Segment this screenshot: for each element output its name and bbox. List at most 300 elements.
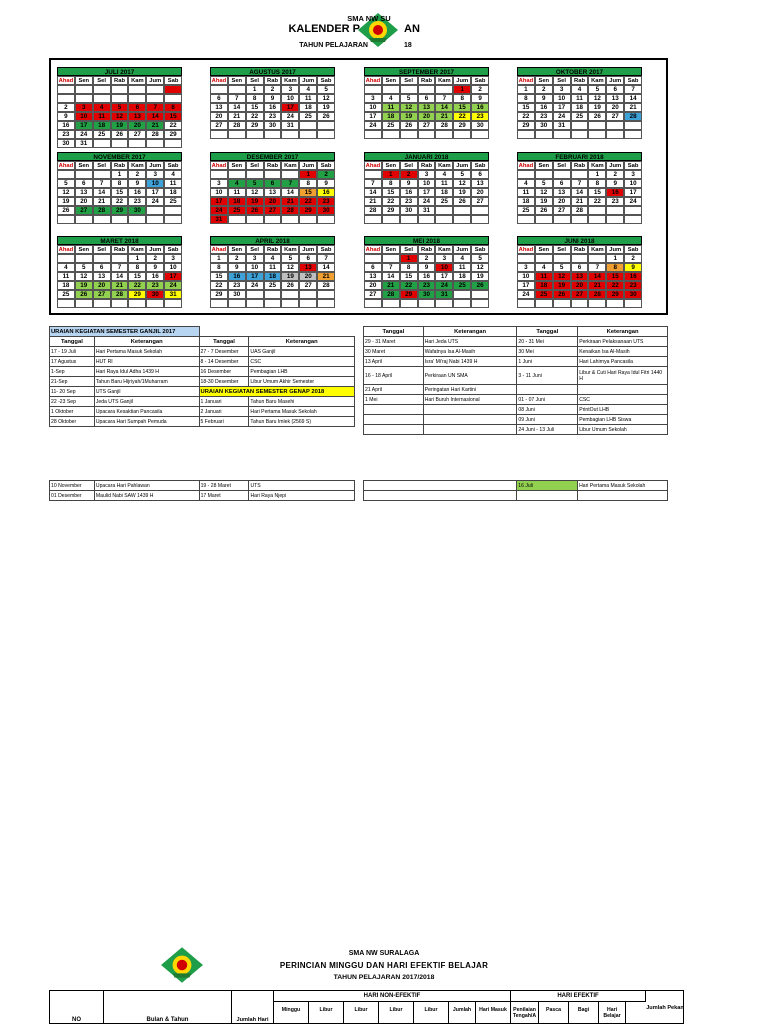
col-non-efektif: HARI NON-EFEKTIF (274, 991, 511, 1002)
table-row (50, 397, 355, 407)
day-cell: 31 (75, 139, 93, 148)
day-cell: 6 (418, 94, 436, 103)
day-cell: 1 (210, 254, 228, 263)
day-cell: 29 (164, 130, 182, 139)
day-cell: 19 (75, 281, 93, 290)
day-cell (418, 130, 436, 139)
day-cell (588, 121, 606, 130)
day-cell (246, 299, 264, 308)
weekday-header (364, 245, 489, 254)
week-row (210, 206, 335, 215)
day-cell: 1 (382, 170, 400, 179)
week-row (210, 112, 335, 121)
day-cell: 10 (418, 179, 436, 188)
week-row (517, 121, 642, 130)
day-cell (57, 85, 75, 94)
table-row (364, 385, 668, 395)
day-cell (535, 130, 553, 139)
table-row (50, 407, 355, 417)
day-cell: 13 (606, 94, 624, 103)
day-cell: 25 (93, 130, 111, 139)
table-row (364, 491, 668, 501)
day-cell: 6 (571, 263, 589, 272)
day-cell: 23 (228, 281, 246, 290)
day-cell: 11 (264, 263, 282, 272)
day-cell: 4 (57, 263, 75, 272)
table-cell: 30 Maret (364, 347, 424, 357)
week-row (210, 290, 335, 299)
day-cell: 11 (435, 179, 453, 188)
day-cell: 20 (75, 197, 93, 206)
day-cell: 22 (606, 281, 624, 290)
rincian-subheader: Hari Belajar (599, 1002, 626, 1024)
day-cell: 3 (246, 254, 264, 263)
day-cell (382, 85, 400, 94)
week-row (57, 281, 182, 290)
day-cell: 19 (553, 281, 571, 290)
table-cell: 22 -23 Sep (50, 397, 95, 407)
weekday-label: Sen (535, 161, 553, 170)
table-cell: Wafatnya Isa Al-Masih (423, 347, 517, 357)
day-cell: 17 (553, 103, 571, 112)
week-row (210, 197, 335, 206)
day-cell: 15 (246, 103, 264, 112)
month-calendar (210, 152, 335, 224)
ganjil-title: URAIAN KEGIATAN SEMESTER GANJIL 2017 (50, 327, 200, 337)
table-row (364, 425, 668, 435)
day-cell (228, 170, 246, 179)
table-cell: Kenaikan Isa Al-Masih (578, 347, 668, 357)
day-cell (210, 299, 228, 308)
extra-right-date: 16 Juli (517, 481, 578, 491)
day-cell: 23 (400, 197, 418, 206)
day-cell: 27 (418, 121, 436, 130)
day-cell (93, 85, 111, 94)
day-cell (228, 215, 246, 224)
weekday-label: Sab (624, 76, 642, 85)
day-cell: 14 (93, 188, 111, 197)
day-cell: 22 (164, 121, 182, 130)
day-cell (471, 215, 489, 224)
day-cell: 24 (246, 281, 264, 290)
day-cell: 13 (364, 272, 382, 281)
day-cell (317, 299, 335, 308)
day-cell: 16 (128, 188, 146, 197)
day-cell (418, 299, 436, 308)
table-cell: Upacara Kesaktian Pancasila (94, 407, 199, 417)
day-cell: 9 (57, 112, 75, 121)
rincian-subheader: Libur (309, 1002, 344, 1024)
day-cell: 16 (57, 121, 75, 130)
day-cell (57, 170, 75, 179)
day-cell: 26 (75, 290, 93, 299)
day-cell: 20 (471, 188, 489, 197)
table-cell: 30 Mei (517, 347, 578, 357)
day-cell: 7 (382, 263, 400, 272)
day-cell: 2 (471, 85, 489, 94)
day-cell: 10 (164, 263, 182, 272)
table-row (364, 415, 668, 425)
weekday-label: Jum (299, 245, 317, 254)
week-row (517, 290, 642, 299)
day-cell (418, 85, 436, 94)
day-cell: 6 (75, 179, 93, 188)
week-row (364, 206, 489, 215)
week-row (364, 103, 489, 112)
month-title: OKTOBER 2017 (517, 67, 642, 76)
weekday-label: Rab (418, 76, 436, 85)
table-cell (423, 415, 517, 425)
day-cell: 28 (588, 290, 606, 299)
day-cell (164, 299, 182, 308)
col-keterangan: Keterangan (423, 327, 517, 337)
day-cell (588, 215, 606, 224)
day-cell: 16 (317, 188, 335, 197)
table-cell: 28 Oktober (50, 417, 95, 427)
table-cell: Pembagian LHB (249, 367, 355, 377)
day-cell: 25 (228, 206, 246, 215)
table-row (50, 387, 355, 397)
day-cell: 17 (210, 197, 228, 206)
day-cell: 21 (624, 103, 642, 112)
day-cell: 8 (606, 263, 624, 272)
weekday-label: Sel (553, 245, 571, 254)
month-calendar (57, 67, 182, 148)
extra-events-table (49, 480, 355, 501)
day-cell: 28 (281, 206, 299, 215)
day-cell: 6 (364, 263, 382, 272)
day-cell: 14 (228, 103, 246, 112)
day-cell: 7 (588, 263, 606, 272)
day-cell: 24 (146, 197, 164, 206)
day-cell: 4 (435, 170, 453, 179)
month-title: NOVEMBER 2017 (57, 152, 182, 161)
day-cell: 17 (364, 112, 382, 121)
week-row (57, 94, 182, 103)
table-cell: 1 Januari (199, 397, 249, 407)
weekday-header (364, 76, 489, 85)
day-cell: 19 (453, 188, 471, 197)
day-cell (128, 94, 146, 103)
day-cell (400, 85, 418, 94)
table-cell: Tahun Baru Masehi (249, 397, 355, 407)
day-cell (210, 170, 228, 179)
day-cell: 6 (553, 179, 571, 188)
day-cell: 7 (228, 94, 246, 103)
school-name: SMA NW SU (347, 14, 391, 23)
week-row (210, 130, 335, 139)
day-cell (75, 170, 93, 179)
day-cell: 10 (364, 103, 382, 112)
day-cell: 8 (400, 263, 418, 272)
day-cell: 6 (471, 170, 489, 179)
day-cell: 22 (246, 112, 264, 121)
day-cell (435, 130, 453, 139)
week-row (364, 112, 489, 121)
weekday-label: Rab (111, 76, 129, 85)
table-cell (364, 405, 424, 415)
day-cell: 12 (246, 188, 264, 197)
day-cell: 4 (382, 94, 400, 103)
weekday-label: Rab (264, 161, 282, 170)
day-cell (571, 170, 589, 179)
weekday-label: Sel (400, 161, 418, 170)
table-row (50, 367, 355, 377)
day-cell: 13 (93, 272, 111, 281)
table-cell: 16 - 18 April (364, 367, 424, 385)
day-cell (471, 206, 489, 215)
week-row (57, 215, 182, 224)
table-cell: 09 Juni (517, 415, 578, 425)
day-cell (164, 206, 182, 215)
day-cell: 23 (535, 112, 553, 121)
day-cell (364, 254, 382, 263)
table-row (364, 367, 668, 385)
week-row (57, 290, 182, 299)
day-cell: 7 (281, 179, 299, 188)
weekday-label: Sen (228, 245, 246, 254)
day-cell: 9 (418, 263, 436, 272)
day-cell: 29 (111, 206, 129, 215)
day-cell: 25 (164, 197, 182, 206)
day-cell: 5 (317, 85, 335, 94)
day-cell (553, 254, 571, 263)
day-cell: 25 (517, 206, 535, 215)
day-cell: 8 (164, 103, 182, 112)
table-row (364, 347, 668, 357)
day-cell (164, 215, 182, 224)
day-cell: 29 (210, 290, 228, 299)
day-cell (75, 94, 93, 103)
weekday-label: Rab (571, 161, 589, 170)
day-cell: 22 (588, 197, 606, 206)
day-cell: 2 (606, 170, 624, 179)
day-cell: 30 (471, 121, 489, 130)
day-cell: 15 (517, 103, 535, 112)
day-cell (624, 130, 642, 139)
weekday-label: Rab (264, 245, 282, 254)
col-keterangan: Keterangan (94, 337, 199, 347)
day-cell: 10 (435, 263, 453, 272)
table-cell: 2 Januari (199, 407, 249, 417)
weekday-label: Jum (606, 161, 624, 170)
day-cell: 24 (281, 112, 299, 121)
weekday-label: Kam (128, 76, 146, 85)
day-cell: 11 (517, 188, 535, 197)
day-cell: 8 (382, 179, 400, 188)
day-cell (75, 299, 93, 308)
day-cell: 19 (57, 197, 75, 206)
day-cell: 14 (435, 103, 453, 112)
weekday-label: Sen (75, 76, 93, 85)
day-cell: 17 (418, 188, 436, 197)
day-cell: 10 (246, 263, 264, 272)
weekday-label: Jum (453, 76, 471, 85)
weekday-label: Sen (228, 161, 246, 170)
day-cell (228, 85, 246, 94)
day-cell: 22 (382, 197, 400, 206)
day-cell (281, 290, 299, 299)
week-row (364, 130, 489, 139)
weekday-label: Sen (535, 76, 553, 85)
day-cell: 7 (146, 103, 164, 112)
table-cell: 01 - 07 Juni (517, 395, 578, 405)
day-cell: 8 (128, 263, 146, 272)
table-cell (364, 415, 424, 425)
day-cell: 13 (75, 188, 93, 197)
week-row (517, 103, 642, 112)
day-cell: 15 (111, 188, 129, 197)
day-cell (571, 215, 589, 224)
month-title: MEI 2018 (364, 236, 489, 245)
weekday-label: Rab (418, 161, 436, 170)
month-title: FEBRUARI 2018 (517, 152, 642, 161)
day-cell (146, 215, 164, 224)
table-cell: 11- 20 Sep (50, 387, 95, 397)
week-row (364, 197, 489, 206)
day-cell: 18 (93, 121, 111, 130)
day-cell: 6 (93, 263, 111, 272)
day-cell (111, 215, 129, 224)
day-cell: 23 (624, 281, 642, 290)
col-tanggal: Tanggal (517, 327, 578, 337)
weekday-label: Kam (435, 245, 453, 254)
day-cell (164, 139, 182, 148)
rincian-subheader: Penilaian Tengah/A (511, 1002, 539, 1024)
table-cell: UTS (249, 481, 355, 491)
day-cell: 3 (75, 103, 93, 112)
week-row (57, 139, 182, 148)
weekday-label: Sel (246, 161, 264, 170)
day-cell (400, 130, 418, 139)
table-row (50, 377, 355, 387)
week-row (57, 197, 182, 206)
table-row (50, 327, 355, 337)
day-cell: 14 (146, 112, 164, 121)
day-cell (364, 299, 382, 308)
day-cell: 9 (264, 94, 282, 103)
weekday-label: Sab (317, 76, 335, 85)
day-cell: 18 (228, 197, 246, 206)
col-tanggal: Tanggal (199, 337, 249, 347)
day-cell: 3 (517, 263, 535, 272)
day-cell: 4 (517, 179, 535, 188)
day-cell: 16 (471, 103, 489, 112)
day-cell: 12 (453, 179, 471, 188)
table-cell: CSC (578, 395, 668, 405)
weekday-label: Ahad (211, 247, 227, 253)
week-row (57, 206, 182, 215)
weekday-label: Kam (588, 161, 606, 170)
day-cell: 20 (364, 281, 382, 290)
day-cell: 27 (364, 290, 382, 299)
day-cell (57, 94, 75, 103)
day-cell (111, 254, 129, 263)
day-cell: 9 (228, 263, 246, 272)
week-row (364, 85, 489, 94)
week-row (210, 103, 335, 112)
week-row (364, 272, 489, 281)
col-keterangan: Keterangan (249, 337, 355, 347)
day-cell: 18 (57, 281, 75, 290)
weekday-label: Jum (606, 245, 624, 254)
day-cell: 22 (453, 112, 471, 121)
day-cell: 5 (75, 263, 93, 272)
day-cell: 18 (264, 272, 282, 281)
day-cell: 19 (281, 272, 299, 281)
day-cell (364, 130, 382, 139)
day-cell: 21 (281, 197, 299, 206)
day-cell: 15 (299, 188, 317, 197)
rincian-subheader: Libur (414, 1002, 449, 1024)
day-cell: 13 (471, 179, 489, 188)
day-cell: 26 (57, 206, 75, 215)
extra-right-table (363, 480, 668, 501)
week-row (517, 206, 642, 215)
day-cell (553, 299, 571, 308)
day-cell: 21 (382, 281, 400, 290)
day-cell (111, 299, 129, 308)
day-cell: 5 (111, 103, 129, 112)
day-cell (624, 215, 642, 224)
day-cell (435, 299, 453, 308)
day-cell: 19 (317, 103, 335, 112)
weekday-label: Sab (471, 161, 489, 170)
day-cell: 1 (111, 170, 129, 179)
day-cell (606, 121, 624, 130)
ganjil-activity-table (49, 326, 355, 427)
table-cell: Upacara Hari Pahlawan (94, 481, 199, 491)
day-cell: 27 (299, 281, 317, 290)
week-row (517, 130, 642, 139)
day-cell: 18 (164, 188, 182, 197)
calendar-header (0, 0, 768, 58)
day-cell: 27 (93, 290, 111, 299)
week-row (364, 170, 489, 179)
weekday-header (210, 245, 335, 254)
day-cell: 15 (382, 188, 400, 197)
weekday-label: Ahad (518, 247, 534, 253)
day-cell: 16 (146, 272, 164, 281)
table-cell: 24 Juni - 13 Juli (517, 425, 578, 435)
day-cell: 22 (111, 197, 129, 206)
table-cell: Hari Raya Njepi (249, 491, 355, 501)
day-cell: 2 (535, 85, 553, 94)
day-cell (93, 215, 111, 224)
week-row (210, 272, 335, 281)
day-cell: 6 (606, 85, 624, 94)
weekday-label: Sel (246, 245, 264, 254)
table-cell: 17 - 19 Juli (50, 347, 95, 357)
rincian-title: PERINCIAN MINGGU DAN HARI EFEKTIF BELAJAR (279, 961, 489, 970)
day-cell (317, 215, 335, 224)
day-cell: 17 (517, 281, 535, 290)
week-row (57, 170, 182, 179)
day-cell: 12 (535, 188, 553, 197)
day-cell: 20 (553, 197, 571, 206)
weekday-label: Sel (93, 76, 111, 85)
weekday-label: Sel (553, 161, 571, 170)
day-cell (382, 130, 400, 139)
day-cell (93, 254, 111, 263)
day-cell (571, 254, 589, 263)
table-cell: Perkiraan UN SMA (423, 367, 517, 385)
weekday-label: Kam (128, 245, 146, 254)
day-cell: 25 (382, 121, 400, 130)
table-cell: 8 - 14 Desember (199, 357, 249, 367)
table-row (50, 481, 355, 491)
day-cell: 3 (624, 170, 642, 179)
